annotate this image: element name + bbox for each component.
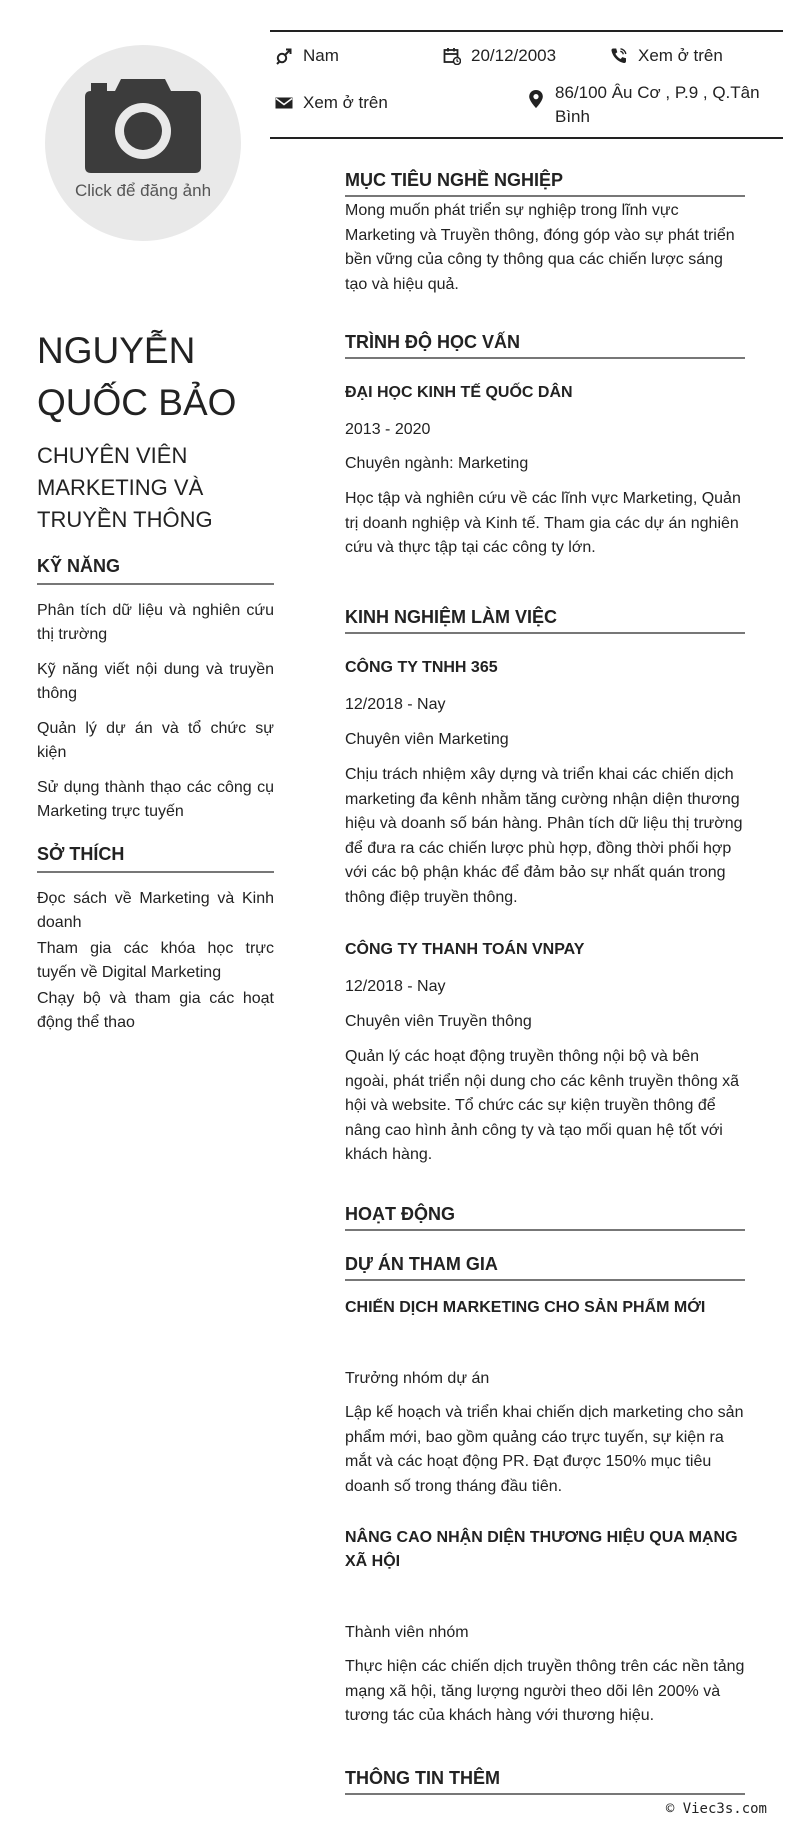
camera-icon [83, 75, 203, 175]
contact-bar [270, 30, 783, 139]
school-name: ĐẠI HỌC KINH TẾ QUỐC DÂN [345, 384, 573, 401]
skills-section [37, 556, 274, 835]
education-major: Chuyên ngành: Marketing [345, 455, 529, 472]
project-description: Lập kế hoạch và triển khai chiến dịch marketing cho sản phẩm mới, bao gồm quảng cáo trực tuyến, sự kiện ra mắt và các hoạt động PR. Đạt được 150% mục tiêu doanh số trong tháng đầu tiên. [345, 1404, 744, 1495]
skill-item: Phân tích dữ liệu và nghiên cứu thị trường [37, 602, 274, 643]
job-description: Quản lý các hoạt động truyền thông nội bộ và bên ngoài, phát triển nội dung cho các kênh truyền thông xã hội và website. Tổ chức các sự kiện truyền thông để nâng cao hình ảnh công ty và tạo mối quan hệ tốt với khách hàng. [345, 1048, 740, 1163]
activities-heading: HOẠT ĐỘNG [345, 1204, 745, 1231]
job-period: 12/2018 - Nay [345, 978, 446, 995]
project-title: NÂNG CAO NHẬN DIỆN THƯƠNG HIỆU QUA MẠNG XÃ HỘI [345, 1529, 738, 1570]
hobby-item: Tham gia các khóa học trực tuyến về Digital Marketing [37, 940, 274, 981]
hobbies-heading: SỞ THÍCH [37, 844, 274, 873]
job-period: 12/2018 - Nay [345, 696, 446, 713]
additional-section [345, 1768, 745, 1795]
objective-section [345, 170, 745, 297]
address-info [527, 81, 777, 129]
education-heading: TRÌNH ĐỘ HỌC VẤN [345, 332, 745, 359]
skill-item: Quản lý dự án và tổ chức sự kiện [37, 720, 274, 761]
calendar-icon [443, 47, 461, 65]
projects-heading: DỰ ÁN THAM GIA [345, 1254, 745, 1281]
objective-text: Mong muốn phát triển sự nghiệp trong lĩnh vực Marketing và Truyền thông, đóng góp vào sự phát triển bền vững của công ty thông qua các chiến lược sáng tạo và hiệu quả. [345, 202, 735, 293]
phone-info [610, 44, 723, 68]
job-description: Chịu trách nhiệm xây dựng và triển khai các chiến dịch marketing đa kênh nhằm tăng cường nhận diện thương hiệu và doanh số bán hàng. Phân tích dữ liệu thị trường để đưa ra các chiến lược phù hợp, đồng thời phối hợp với các bộ phận khác để đảm bảo sự nhất quán trong thông điệp truyền thông. [345, 766, 743, 906]
email-value: Xem ở trên [303, 93, 388, 112]
experience-section [345, 607, 745, 634]
envelope-icon [275, 94, 293, 112]
job-position: Chuyên viên Truyền thông [345, 1013, 532, 1030]
job-position: Chuyên viên Marketing [345, 731, 509, 748]
education-period: 2013 - 2020 [345, 421, 431, 438]
projects-section [345, 1254, 745, 1281]
job-company: CÔNG TY THANH TOÁN VNPAY [345, 941, 585, 958]
gender-value: Nam [303, 46, 339, 65]
project-description: Thực hiện các chiến dịch truyền thông trên các nền tảng mạng xã hội, tăng lượng người theo dõi lên 200% và tương tác của khách hàng với thương hiệu. [345, 1658, 745, 1724]
hobby-item: Chạy bộ và tham gia các hoạt động thể thao [37, 990, 274, 1031]
hobby-item: Đọc sách về Marketing và Kinh doanh [37, 890, 274, 931]
avatar-label: Click để đăng ảnh [74, 181, 212, 200]
experience-heading: KINH NGHIỆM LÀM VIỆC [345, 607, 745, 634]
skills-heading: KỸ NĂNG [37, 556, 274, 585]
job-title: CHUYÊN VIÊN MARKETING VÀ TRUYỀN THÔNG [37, 443, 213, 532]
education-description: Học tập và nghiên cứu về các lĩnh vực Marketing, Quản trị doanh nghiệp và Kinh tế. Tham gia các dự án nghiên cứu và thực tập tại các công ty lớn. [345, 490, 741, 556]
skill-item: Kỹ năng viết nội dung và truyền thông [37, 661, 274, 702]
candidate-name: NGUYỄN QUỐC BẢO [37, 330, 237, 423]
skill-item: Sử dụng thành thạo các công cụ Marketing trực tuyến [37, 779, 274, 820]
gender-icon [275, 47, 293, 65]
birthday-value: 20/12/2003 [471, 46, 557, 65]
education-section [345, 332, 745, 359]
activities-section [345, 1204, 745, 1231]
avatar-upload[interactable] [45, 45, 241, 241]
additional-heading: THÔNG TIN THÊM [345, 1768, 745, 1795]
gender-info [275, 44, 339, 68]
objective-heading: MỤC TIÊU NGHỀ NGHIỆP [345, 170, 745, 197]
phone-icon [610, 47, 628, 65]
phone-value: Xem ở trên [638, 46, 723, 65]
watermark: © Viec3s.com [665, 1801, 767, 1817]
birthday-info [443, 44, 556, 68]
address-value: 86/100 Âu Cơ , P.9 , Q.Tân Bình [555, 83, 760, 126]
email-info [275, 91, 388, 115]
project-role: Trưởng nhóm dự án [345, 1370, 490, 1387]
job-company: CÔNG TY TNHH 365 [345, 659, 498, 676]
hobbies-section [37, 844, 274, 1037]
map-pin-icon [527, 89, 545, 109]
project-title: CHIẾN DỊCH MARKETING CHO SẢN PHẨM MỚI [345, 1299, 706, 1316]
project-role: Thành viên nhóm [345, 1624, 469, 1641]
